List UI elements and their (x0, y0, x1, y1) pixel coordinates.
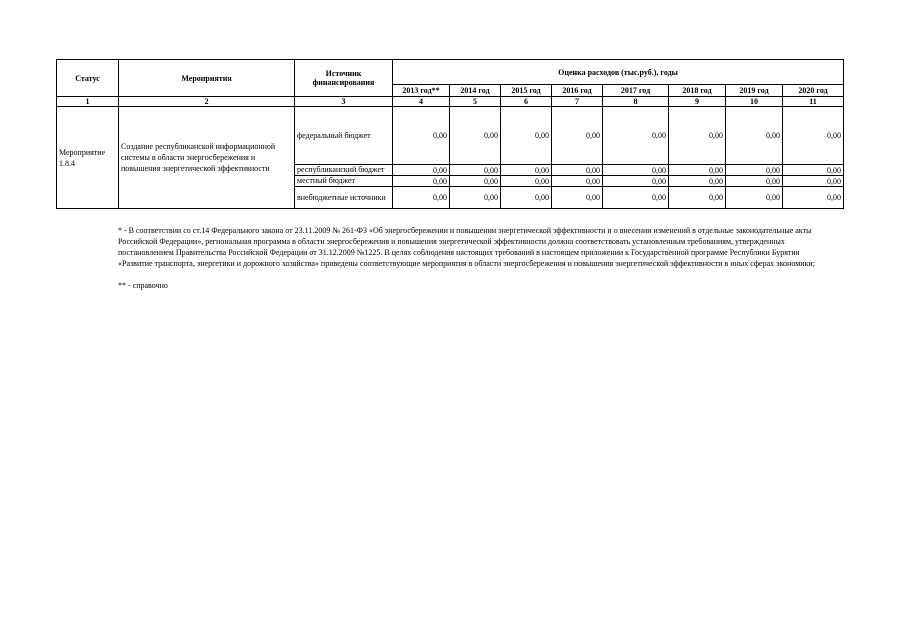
footnote-1: * - В соответствии со ст.14 Федерального закона от 23.11.2009 № 261-ФЗ «Об энергосбережении и повышении энергетической эффективности и о внесении изменений в отдельные законодательные акты Российской Федерации», региональная программа в области энергосбережения и повышения энергетической эффективности должна соответствовать установленным требованиям, утвержденных постановлением Правительства Российской Федерации от 31.12.2009 №1225. В целях соблюдения настоящих требований в настоящем приложении к Государственной программе Республики Бурятия «Развитие транспорта, энергетики и дорожного хозяйства» приведены соответствующие мероприятия в области энергосбережения и повышения энергетической эффективности в иных сферах экономики; (118, 226, 815, 268)
amount-cell: 0,00 (603, 107, 669, 165)
amount-cell: 0,00 (603, 165, 669, 176)
footnote-2: ** - справочно (118, 281, 168, 290)
header-year: 2018 год (669, 85, 726, 97)
header-year: 2017 год (603, 85, 669, 97)
amount-cell: 0,00 (726, 176, 783, 187)
column-number: 5 (450, 97, 501, 107)
status-cell: Мероприятие 1.8.4 (57, 107, 119, 209)
amount-cell: 0,00 (726, 187, 783, 209)
header-year: 2015 год (501, 85, 552, 97)
funding-source-cell: внебюджетные источники (295, 187, 393, 209)
column-number: 6 (501, 97, 552, 107)
amount-cell: 0,00 (669, 187, 726, 209)
amount-cell: 0,00 (603, 176, 669, 187)
column-number: 10 (726, 97, 783, 107)
header-estimate: Оценка расходов (тыс.руб.), годы (393, 60, 844, 85)
amount-cell: 0,00 (393, 165, 450, 176)
amount-cell: 0,00 (783, 176, 844, 187)
column-number: 3 (295, 97, 393, 107)
column-number: 7 (552, 97, 603, 107)
header-source: Источник финансирования (295, 60, 393, 97)
amount-cell: 0,00 (501, 165, 552, 176)
column-number: 9 (669, 97, 726, 107)
amount-cell: 0,00 (552, 107, 603, 165)
amount-cell: 0,00 (552, 187, 603, 209)
column-number: 11 (783, 97, 844, 107)
header-year: 2016 год (552, 85, 603, 97)
activity-cell: Создание республиканской информационной системы в области энергосбережения и повышения энергетической эффективности (119, 107, 295, 209)
amount-cell: 0,00 (501, 107, 552, 165)
amount-cell: 0,00 (450, 176, 501, 187)
header-status: Статус (57, 60, 119, 97)
funding-source-cell: федеральный бюджет (295, 107, 393, 165)
amount-cell: 0,00 (783, 165, 844, 176)
header-year: 2020 год (783, 85, 844, 97)
funding-source-cell: республиканский бюджет (295, 165, 393, 176)
amount-cell: 0,00 (552, 176, 603, 187)
amount-cell: 0,00 (450, 107, 501, 165)
expense-table (56, 59, 844, 209)
amount-cell: 0,00 (393, 176, 450, 187)
amount-cell: 0,00 (726, 107, 783, 165)
amount-cell: 0,00 (393, 187, 450, 209)
amount-cell: 0,00 (450, 187, 501, 209)
column-number: 8 (603, 97, 669, 107)
column-number: 1 (57, 97, 119, 107)
amount-cell: 0,00 (669, 165, 726, 176)
amount-cell: 0,00 (393, 107, 450, 165)
amount-cell: 0,00 (552, 165, 603, 176)
column-number: 2 (119, 97, 295, 107)
amount-cell: 0,00 (450, 165, 501, 176)
table-row (57, 107, 844, 165)
amount-cell: 0,00 (783, 187, 844, 209)
column-number-row (57, 97, 844, 107)
amount-cell: 0,00 (669, 107, 726, 165)
header-year: 2014 год (450, 85, 501, 97)
amount-cell: 0,00 (501, 176, 552, 187)
header-year: 2013 год** (393, 85, 450, 97)
amount-cell: 0,00 (783, 107, 844, 165)
amount-cell: 0,00 (726, 165, 783, 176)
footnotes (118, 225, 830, 291)
column-number: 4 (393, 97, 450, 107)
amount-cell: 0,00 (603, 187, 669, 209)
header-year: 2019 год (726, 85, 783, 97)
amount-cell: 0,00 (669, 176, 726, 187)
funding-source-cell: местный бюджет (295, 176, 393, 187)
header-activity: Мероприятия (119, 60, 295, 97)
amount-cell: 0,00 (501, 187, 552, 209)
